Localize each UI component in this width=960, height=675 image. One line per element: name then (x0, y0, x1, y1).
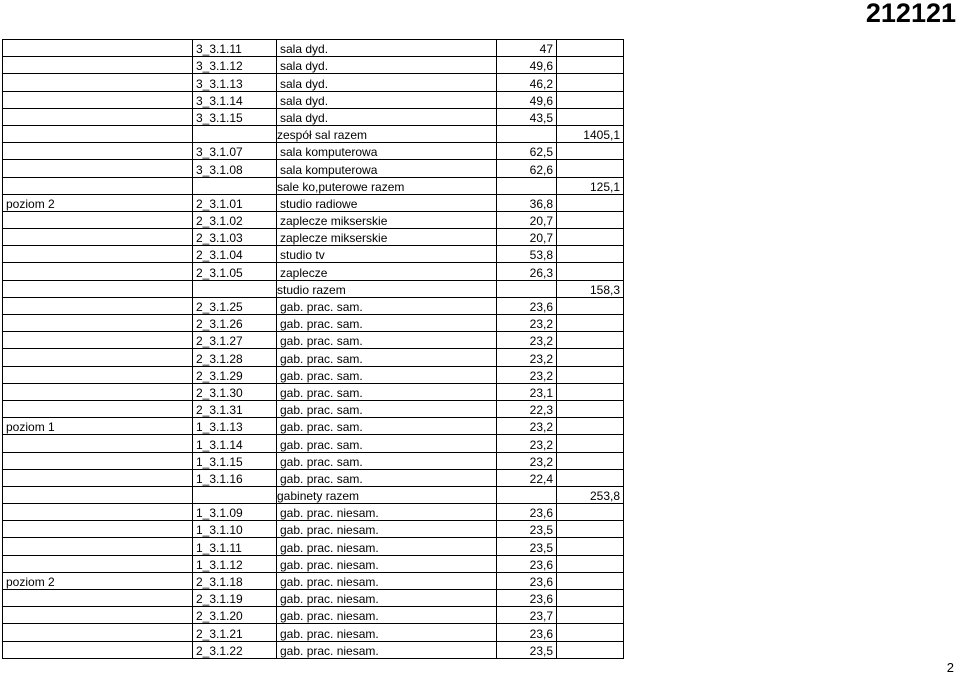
room-code: 2_3.1.29 (193, 366, 277, 383)
summary-row (3, 280, 624, 297)
room-value: 23,2 (497, 366, 557, 383)
room-name: gab. prac. sam. (277, 435, 497, 452)
room-value: 22,4 (497, 469, 557, 486)
table-row (3, 160, 624, 177)
room-code (193, 177, 277, 194)
table-row (3, 521, 624, 538)
level-cell (3, 452, 193, 469)
group-total (557, 297, 624, 314)
group-total (557, 160, 624, 177)
group-total (557, 315, 624, 332)
room-name: sala komputerowa (277, 143, 497, 160)
room-code: 3_3.1.15 (193, 108, 277, 125)
group-total (557, 263, 624, 280)
room-code: 2_3.1.02 (193, 211, 277, 228)
room-name: zaplecze mikserskie (277, 211, 497, 228)
room-name: gab. prac. niesam. (277, 538, 497, 555)
room-code: 2_3.1.18 (193, 572, 277, 589)
level-cell (3, 383, 193, 400)
room-value: 23,6 (497, 572, 557, 589)
level-cell (3, 125, 193, 142)
room-code: 3_3.1.13 (193, 74, 277, 91)
room-value: 53,8 (497, 246, 557, 263)
table-row (3, 315, 624, 332)
group-total (557, 469, 624, 486)
group-total: 125,1 (557, 177, 624, 194)
room-code: 2_3.1.19 (193, 590, 277, 607)
room-area-table (2, 39, 624, 659)
table-row (3, 246, 624, 263)
level-cell (3, 332, 193, 349)
room-name: gab. prac. sam. (277, 400, 497, 417)
group-total (557, 74, 624, 91)
table-row (3, 74, 624, 91)
room-value: 62,6 (497, 160, 557, 177)
room-code: 2_3.1.03 (193, 229, 277, 246)
room-value: 23,6 (497, 555, 557, 572)
room-code: 1_3.1.11 (193, 538, 277, 555)
summary-row (3, 486, 624, 503)
room-name: gab. prac. sam. (277, 366, 497, 383)
room-value: 23,6 (497, 624, 557, 641)
room-code (193, 125, 277, 142)
room-code: 2_3.1.20 (193, 607, 277, 624)
room-name: sala dyd. (277, 40, 497, 57)
table-row (3, 40, 624, 57)
room-name: gab. prac. sam. (277, 297, 497, 314)
room-name: gab. prac. niesam. (277, 607, 497, 624)
room-value: 49,6 (497, 91, 557, 108)
room-code (193, 486, 277, 503)
room-code: 3_3.1.12 (193, 57, 277, 74)
room-name: gab. prac. niesam. (277, 624, 497, 641)
group-total (557, 108, 624, 125)
group-total (557, 211, 624, 228)
room-name: gabinety razem (277, 486, 497, 503)
table-row (3, 229, 624, 246)
group-total (557, 246, 624, 263)
room-value: 23,5 (497, 538, 557, 555)
group-total (557, 504, 624, 521)
group-total (557, 91, 624, 108)
room-code: 2_3.1.31 (193, 400, 277, 417)
room-name: gab. prac. niesam. (277, 572, 497, 589)
level-cell (3, 521, 193, 538)
level-cell: poziom 1 (3, 418, 193, 435)
level-cell (3, 229, 193, 246)
room-code: 1_3.1.12 (193, 555, 277, 572)
level-cell (3, 211, 193, 228)
group-total (557, 349, 624, 366)
room-name: studio radiowe (277, 194, 497, 211)
room-name: sala komputerowa (277, 160, 497, 177)
room-code: 2_3.1.26 (193, 315, 277, 332)
level-cell (3, 590, 193, 607)
table-row (3, 383, 624, 400)
room-value: 23,2 (497, 315, 557, 332)
room-value: 47 (497, 40, 557, 57)
room-name: studio razem (277, 280, 497, 297)
room-value: 23,5 (497, 641, 557, 658)
level-cell (3, 40, 193, 57)
room-code: 2_3.1.28 (193, 349, 277, 366)
level-cell (3, 486, 193, 503)
room-code: 2_3.1.22 (193, 641, 277, 658)
room-value (497, 177, 557, 194)
level-cell (3, 280, 193, 297)
level-cell (3, 504, 193, 521)
room-name: gab. prac. sam. (277, 452, 497, 469)
room-code: 1_3.1.16 (193, 469, 277, 486)
room-value: 49,6 (497, 57, 557, 74)
room-name: zaplecze mikserskie (277, 229, 497, 246)
table-row (3, 143, 624, 160)
group-total (557, 572, 624, 589)
room-code: 2_3.1.30 (193, 383, 277, 400)
room-value: 26,3 (497, 263, 557, 280)
room-code: 3_3.1.11 (193, 40, 277, 57)
level-cell (3, 641, 193, 658)
level-cell (3, 57, 193, 74)
group-total: 158,3 (557, 280, 624, 297)
room-name: sala dyd. (277, 91, 497, 108)
summary-row (3, 125, 624, 142)
level-cell: poziom 2 (3, 194, 193, 211)
level-cell (3, 177, 193, 194)
level-cell (3, 297, 193, 314)
group-total: 253,8 (557, 486, 624, 503)
room-name: sala dyd. (277, 74, 497, 91)
group-total (557, 366, 624, 383)
level-cell: poziom 2 (3, 572, 193, 589)
room-name: zaplecze (277, 263, 497, 280)
level-cell (3, 555, 193, 572)
table-row (3, 108, 624, 125)
table-row (3, 572, 624, 589)
room-value: 23,6 (497, 297, 557, 314)
room-code: 1_3.1.10 (193, 521, 277, 538)
table-row (3, 349, 624, 366)
room-value (497, 125, 557, 142)
room-value (497, 280, 557, 297)
room-name: gab. prac. sam. (277, 383, 497, 400)
room-name: gab. prac. sam. (277, 469, 497, 486)
group-total (557, 521, 624, 538)
level-cell (3, 143, 193, 160)
room-code: 3_3.1.14 (193, 91, 277, 108)
room-name: gab. prac. niesam. (277, 504, 497, 521)
room-name: gab. prac. sam. (277, 315, 497, 332)
group-total (557, 607, 624, 624)
room-code: 1_3.1.13 (193, 418, 277, 435)
room-value: 20,7 (497, 211, 557, 228)
room-value: 46,2 (497, 74, 557, 91)
table-row (3, 435, 624, 452)
level-cell (3, 108, 193, 125)
table-row (3, 555, 624, 572)
group-total (557, 332, 624, 349)
room-name: sala dyd. (277, 108, 497, 125)
room-value: 22,3 (497, 400, 557, 417)
group-total (557, 624, 624, 641)
room-value: 23,2 (497, 332, 557, 349)
table-row (3, 332, 624, 349)
group-total (557, 229, 624, 246)
level-cell (3, 435, 193, 452)
room-code: 1_3.1.14 (193, 435, 277, 452)
room-code: 3_3.1.07 (193, 143, 277, 160)
room-name: gab. prac. niesam. (277, 521, 497, 538)
table-row (3, 211, 624, 228)
table-row (3, 263, 624, 280)
room-code: 2_3.1.25 (193, 297, 277, 314)
table-row (3, 418, 624, 435)
room-code: 2_3.1.05 (193, 263, 277, 280)
table-row (3, 366, 624, 383)
table-row (3, 297, 624, 314)
table-row (3, 590, 624, 607)
group-total (557, 418, 624, 435)
room-value: 36,8 (497, 194, 557, 211)
room-name: gab. prac. sam. (277, 332, 497, 349)
level-cell (3, 538, 193, 555)
level-cell (3, 400, 193, 417)
level-cell (3, 263, 193, 280)
page-number: 2 (946, 660, 954, 675)
level-cell (3, 74, 193, 91)
room-name: gab. prac. niesam. (277, 641, 497, 658)
group-total (557, 57, 624, 74)
room-name: sala dyd. (277, 57, 497, 74)
level-cell (3, 366, 193, 383)
room-value: 43,5 (497, 108, 557, 125)
room-name: zespół sal razem (277, 125, 497, 142)
group-total: 1405,1 (557, 125, 624, 142)
room-name: gab. prac. niesam. (277, 555, 497, 572)
room-value: 20,7 (497, 229, 557, 246)
level-cell (3, 624, 193, 641)
table-row (3, 538, 624, 555)
table-row (3, 400, 624, 417)
room-value: 23,2 (497, 418, 557, 435)
level-cell (3, 160, 193, 177)
room-name: gab. prac. niesam. (277, 590, 497, 607)
room-name: gab. prac. sam. (277, 418, 497, 435)
room-code: 2_3.1.21 (193, 624, 277, 641)
room-value: 62,5 (497, 143, 557, 160)
room-value: 23,6 (497, 590, 557, 607)
group-total (557, 383, 624, 400)
table-row (3, 57, 624, 74)
room-area-table-body (3, 40, 624, 659)
room-value: 23,6 (497, 504, 557, 521)
room-value: 23,1 (497, 383, 557, 400)
level-cell (3, 349, 193, 366)
group-total (557, 143, 624, 160)
table-row (3, 452, 624, 469)
room-name: studio tv (277, 246, 497, 263)
room-value: 23,5 (497, 521, 557, 538)
room-value (497, 486, 557, 503)
table-row (3, 624, 624, 641)
room-code: 2_3.1.01 (193, 194, 277, 211)
table-row (3, 504, 624, 521)
level-cell (3, 246, 193, 263)
group-total (557, 400, 624, 417)
group-total (557, 40, 624, 57)
level-cell (3, 315, 193, 332)
summary-row (3, 177, 624, 194)
page-code: 212121 (865, 0, 956, 28)
level-cell (3, 469, 193, 486)
room-name: sale ko,puterowe razem (277, 177, 497, 194)
level-cell (3, 91, 193, 108)
group-total (557, 641, 624, 658)
room-code: 2_3.1.04 (193, 246, 277, 263)
room-code (193, 280, 277, 297)
table-row (3, 469, 624, 486)
table-row (3, 194, 624, 211)
room-code: 1_3.1.15 (193, 452, 277, 469)
room-code: 2_3.1.27 (193, 332, 277, 349)
room-code: 1_3.1.09 (193, 504, 277, 521)
room-value: 23,2 (497, 452, 557, 469)
group-total (557, 538, 624, 555)
room-value: 23,7 (497, 607, 557, 624)
room-code: 3_3.1.08 (193, 160, 277, 177)
room-value: 23,2 (497, 349, 557, 366)
room-value: 23,2 (497, 435, 557, 452)
table-row (3, 641, 624, 658)
room-name: gab. prac. sam. (277, 349, 497, 366)
group-total (557, 452, 624, 469)
level-cell (3, 607, 193, 624)
group-total (557, 194, 624, 211)
table-row (3, 91, 624, 108)
group-total (557, 590, 624, 607)
table-row (3, 607, 624, 624)
group-total (557, 555, 624, 572)
group-total (557, 435, 624, 452)
